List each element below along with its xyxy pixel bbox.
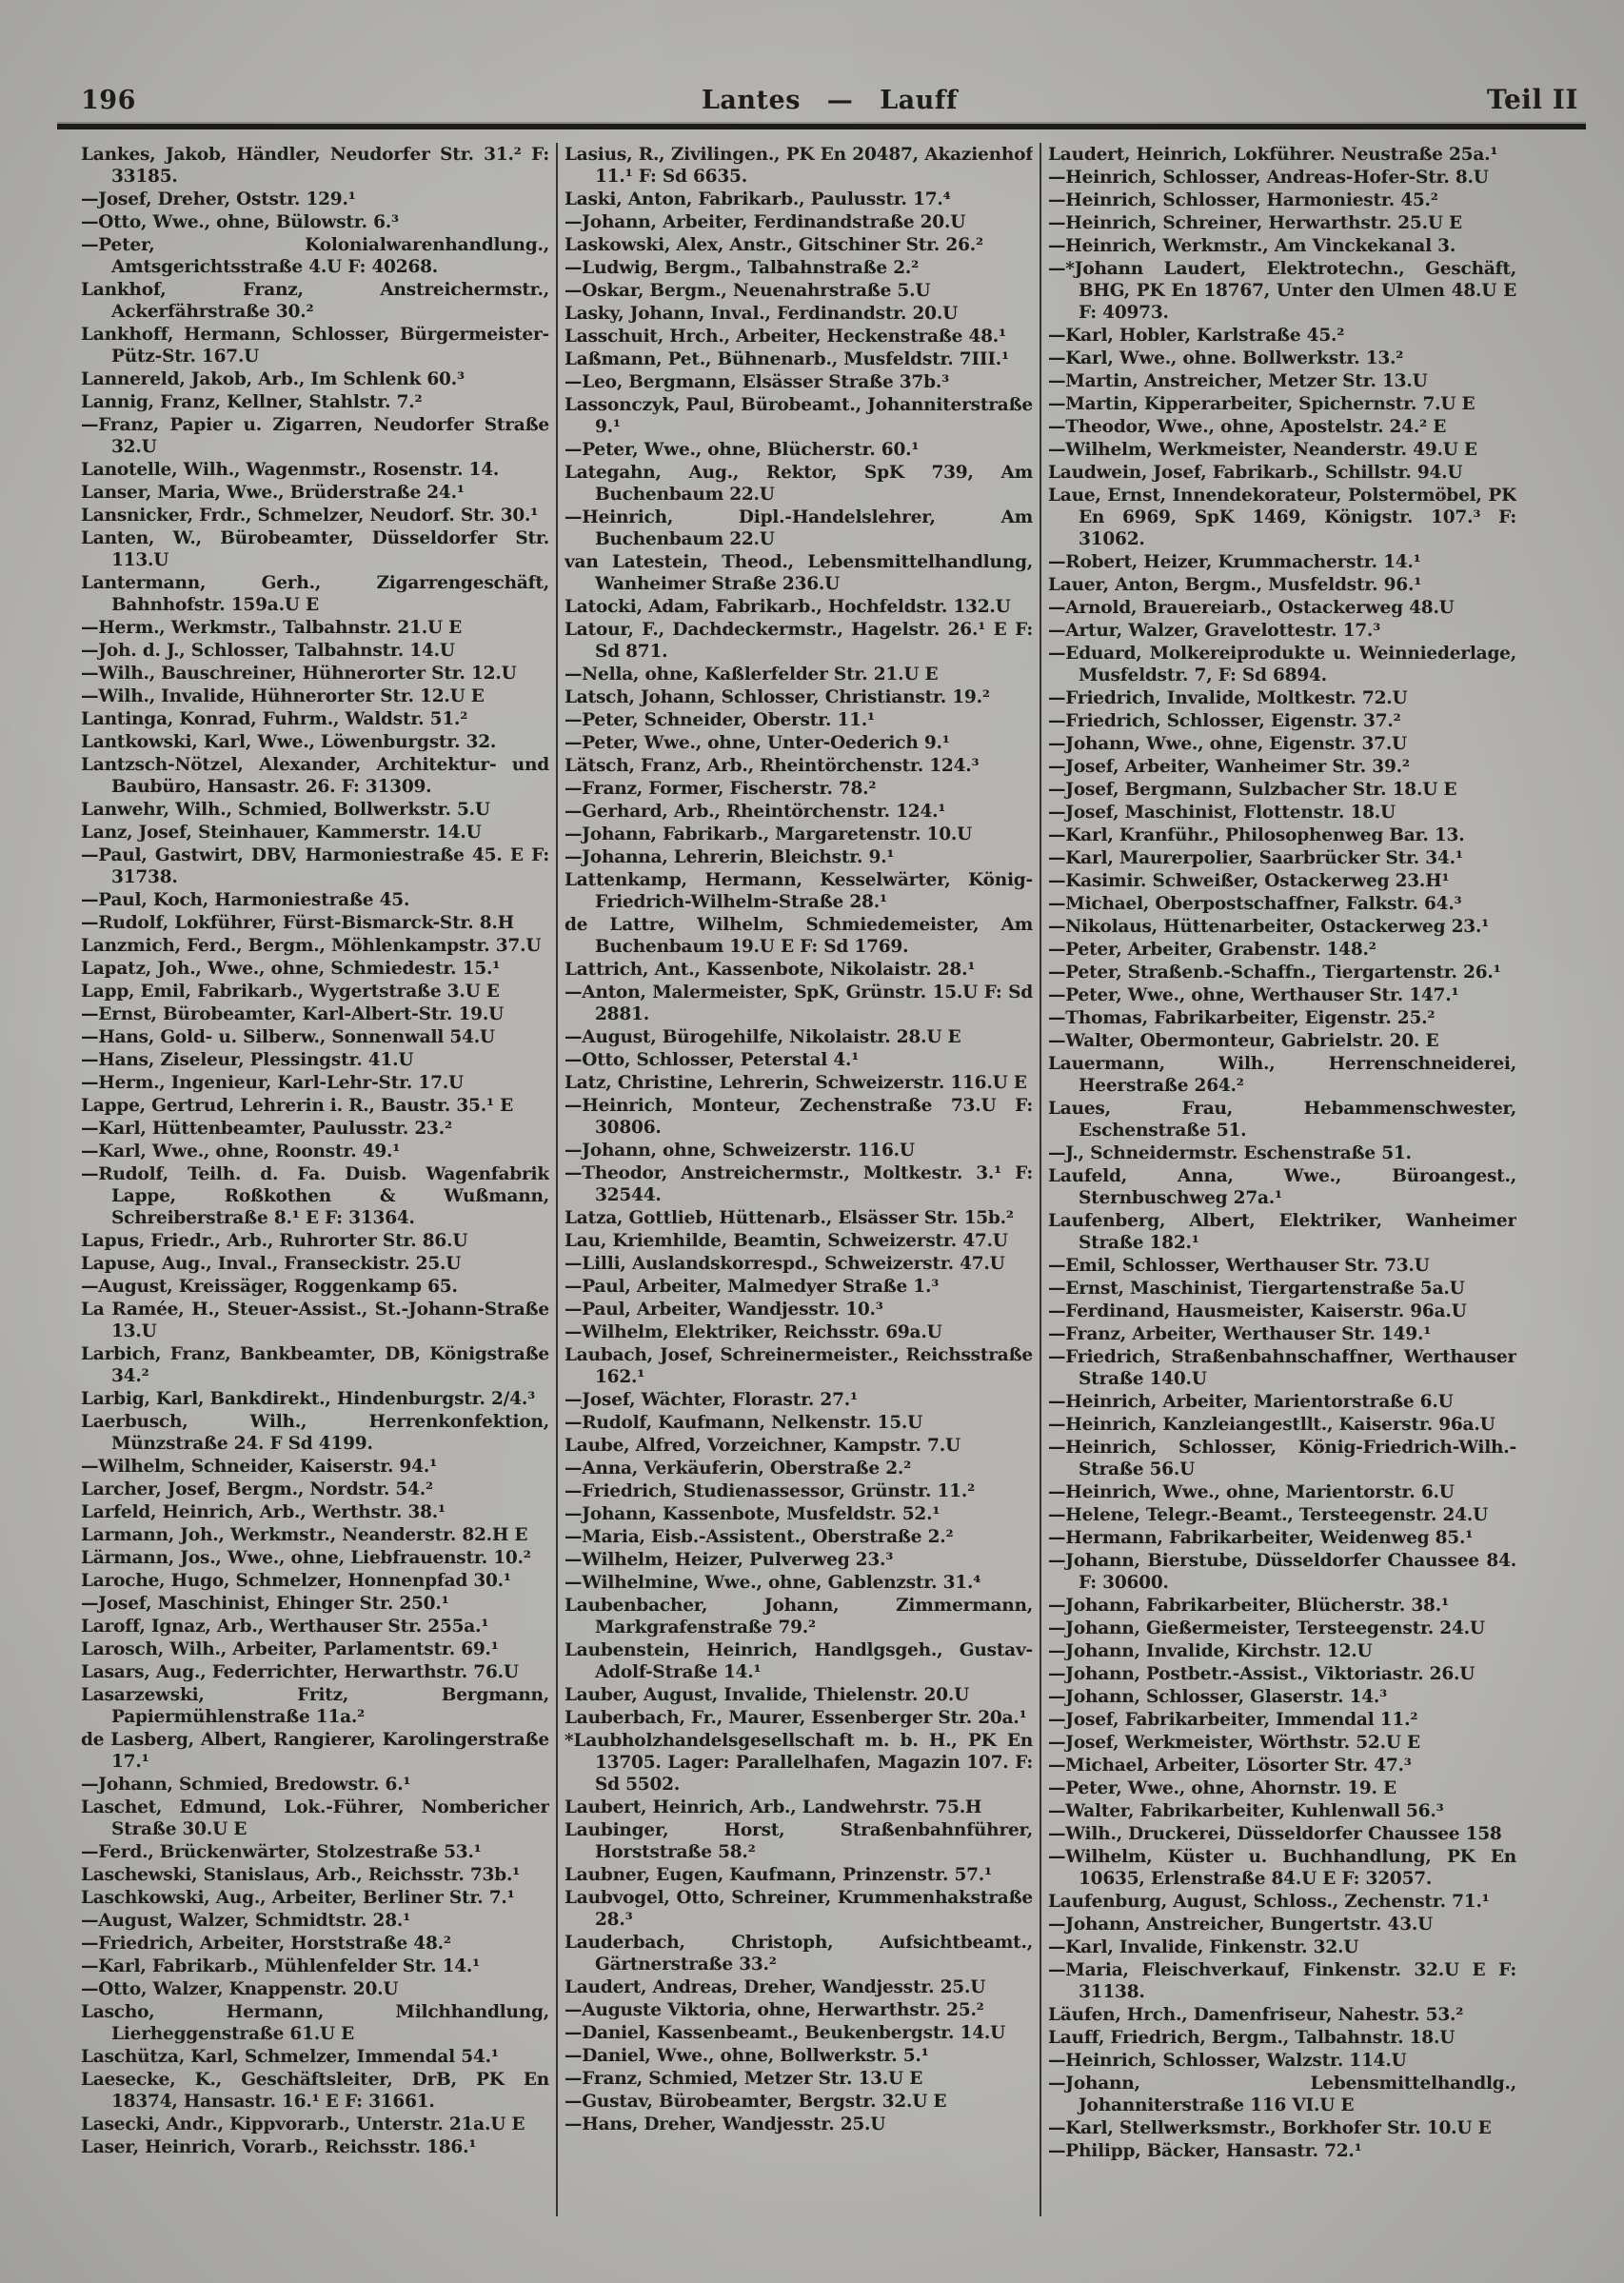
directory-entry: —Theodor, Wwe., ohne, Apostelstr. 24.² E	[1048, 417, 1447, 437]
directory-entry: —Karl, Fabrikarb., Mühlenfelder Str. 14.¹	[81, 1956, 481, 1976]
directory-entry: Laudert, Heinrich, Lokführer. Neustraße 25a.¹	[1048, 145, 1498, 165]
directory-entry: Latsch, Johann, Schlosser, Christianstr. 19.²	[564, 687, 990, 707]
directory-entry: Larbich, Franz, Bankbeamter, DB, Königstraße 34.²	[81, 1344, 549, 1386]
directory-entry: Lantzsch-Nötzel, Alexander, Architektur- und Baubüro, Hansastr. 26. F: 31309.	[81, 755, 549, 797]
directory-entry: —Ferd., Brückenwärter, Stolzestraße 53.¹	[81, 1842, 482, 1862]
directory-entry: Lanten, W., Bürobeamter, Düsseldorfer Str. 113.U	[81, 528, 549, 570]
directory-entry: —Peter, Straßenb.-Schaffn., Tiergartenstr. 26.¹	[1048, 963, 1501, 983]
directory-entry: —Hans, Ziseleur, Plessingstr. 41.U	[81, 1050, 414, 1070]
directory-entry: —Auguste Viktoria, ohne, Herwarthstr. 25.²	[564, 2000, 984, 2020]
directory-entry: —Karl, Kranführ., Philosophenweg Bar. 13.	[1048, 825, 1465, 845]
directory-entry: —Martin, Anstreicher, Metzer Str. 13.U	[1048, 371, 1428, 391]
directory-entry: —Johann, Schmied, Bredowstr. 6.¹	[81, 1775, 411, 1795]
directory-entry: Larfeld, Heinrich, Arb., Werthstr. 38.¹	[81, 1502, 446, 1522]
directory-entry: —Josef, Dreher, Oststr. 129.¹	[81, 189, 356, 209]
directory-entry: —Emil, Schlosser, Werthauser Str. 73.U	[1048, 1256, 1430, 1276]
directory-entry: Laroff, Ignaz, Arb., Werthauser Str. 255a.¹	[81, 1617, 489, 1637]
directory-entry: Lanotelle, Wilh., Wagenmstr., Rosenstr. 14.	[81, 460, 500, 480]
directory-entry: Lapus, Friedr., Arb., Ruhrorter Str. 86.U	[81, 1231, 468, 1251]
directory-entry: —Otto, Wwe., ohne, Bülowstr. 6.³	[81, 212, 399, 232]
directory-entry: Latocki, Adam, Fabrikarb., Hochfeldstr. 132.U	[564, 597, 1011, 617]
directory-entry: Laroche, Hugo, Schmelzer, Honnenpfad 30.¹	[81, 1571, 511, 1591]
directory-entry: —Johann, Postbetr.-Assist., Viktoriastr. 26.U	[1048, 1664, 1475, 1684]
directory-entry: —Johann, Kassenbote, Musfeldstr. 52.¹	[564, 1504, 941, 1524]
directory-entry: Larbig, Karl, Bankdirekt., Hindenburgstr. 2/4.³	[81, 1389, 536, 1409]
directory-entry: —Daniel, Wwe., ohne, Bollwerkstr. 5.¹	[564, 2046, 929, 2066]
directory-entry: —August, Walzer, Schmidtstr. 28.¹	[81, 1911, 411, 1931]
directory-entry: Latza, Gottlieb, Hüttenarb., Elsässer Str. 15b.²	[564, 1208, 1014, 1228]
directory-entry: —Rudolf, Teilh. d. Fa. Duisb. Wagenfabrik Lappe, Roßkothen & Wußmann, Schreiberstraße 8.¹ E F: 31364.	[81, 1164, 549, 1228]
directory-entry: Lauff, Friedrich, Bergm., Talbahnstr. 18.U	[1048, 2028, 1456, 2048]
directory-entry: —Herm., Ingenieur, Karl-Lehr-Str. 17.U	[81, 1073, 464, 1093]
directory-entry: —Michael, Arbeiter, Lösorter Str. 47.³	[1048, 1756, 1412, 1776]
directory-entry: Laubner, Eugen, Kaufmann, Prinzenstr. 57.¹	[564, 1865, 992, 1885]
directory-entry: —Wilhelmine, Wwe., ohne, Gablenzstr. 31.⁴	[564, 1573, 981, 1593]
directory-entry: Laerbusch, Wilh., Herrenkonfektion, Münzstraße 24. F Sd 4199.	[81, 1412, 549, 1454]
directory-entry: Laubenbacher, Johann, Zimmermann, Markgrafenstraße 79.²	[564, 1596, 1033, 1638]
directory-entry: Laschet, Edmund, Lok.-Führer, Nombericher Straße 30.U E	[81, 1797, 549, 1839]
directory-entry: —Oskar, Bergm., Neuenahrstraße 5.U	[564, 281, 931, 301]
directory-entry: —Heinrich, Monteur, Zechenstraße 73.U F: 30806.	[564, 1096, 1033, 1138]
header-rule	[57, 124, 1586, 129]
directory-entry: —Wilhelm, Elektriker, Reichsstr. 69a.U	[564, 1322, 942, 1342]
directory-entry: Laschütza, Karl, Schmelzer, Immendal 54.¹	[81, 2047, 499, 2067]
directory-entry: —Josef, Maschinist, Ehinger Str. 250.¹	[81, 1594, 449, 1614]
directory-entry: Laubenstein, Heinrich, Handlgsgeh., Gustav-Adolf-Straße 14.¹	[564, 1640, 1033, 1682]
directory-entry: Lasars, Aug., Federrichter, Herwarthstr. 76.U	[81, 1662, 519, 1682]
directory-entry: —Wilh., Invalide, Hühnerorter Str. 12.U E	[81, 686, 485, 706]
directory-entry: Lannereld, Jakob, Arb., Im Schlenk 60.³	[81, 369, 465, 389]
directory-entry: Lantkowski, Karl, Wwe., Löwenburgstr. 32.	[81, 732, 497, 752]
directory-entry: —Robert, Heizer, Krummacherstr. 14.¹	[1048, 552, 1421, 572]
directory-entry: —Daniel, Kassenbeamt., Beukenbergstr. 14.U	[564, 2023, 1006, 2043]
directory-entry: —Peter, Wwe., ohne, Ahornstr. 19. E	[1048, 1778, 1396, 1798]
directory-entry: —Wilhelm, Heizer, Pulverweg 23.³	[564, 1550, 894, 1570]
directory-entry: Lasecki, Andr., Kippvorarb., Unterstr. 21a.U E	[81, 2114, 525, 2134]
directory-entry: de Lattre, Wilhelm, Schmiedemeister, Am Buchenbaum 19.U E F: Sd 1769.	[564, 915, 1033, 957]
directory-entry: —Heinrich, Werkmstr., Am Vinckekanal 3.	[1048, 236, 1456, 256]
directory-entry: —Ernst, Bürobeamter, Karl-Albert-Str. 19.U	[81, 1004, 505, 1024]
directory-entry: Lankhof, Franz, Anstreichermstr., Ackerfährstraße 30.²	[81, 280, 549, 322]
directory-entry: —Heinrich, Wwe., ohne, Marientorstr. 6.U	[1048, 1482, 1455, 1502]
directory-entry: Lauermann, Wilh., Herrenschneiderei, Heerstraße 264.²	[1048, 1054, 1516, 1096]
directory-entry: —Wilhelm, Schneider, Kaiserstr. 94.¹	[81, 1457, 438, 1477]
directory-entry: —Josef, Wächter, Florastr. 27.¹	[564, 1390, 858, 1410]
directory-entry: van Latestein, Theod., Lebensmittelhandlung, Wanheimer Straße 236.U	[564, 552, 1033, 594]
directory-entry: —Heinrich, Arbeiter, Marientorstraße 6.U	[1048, 1392, 1454, 1412]
directory-entry: Lattrich, Ant., Kassenbote, Nikolaistr. 28.¹	[564, 960, 976, 980]
directory-entry: —Josef, Werkmeister, Wörthstr. 52.U E	[1048, 1733, 1420, 1753]
directory-entry: —Karl, Wwe., ohne. Bollwerkstr. 13.²	[1048, 348, 1404, 368]
directory-entry: Lärmann, Jos., Wwe., ohne, Liebfrauenstr. 10.²	[81, 1548, 531, 1568]
directory-entry: Lankes, Jakob, Händler, Neudorfer Str. 31.² F: 33185.	[81, 145, 549, 187]
directory-entry: —Franz, Former, Fischerstr. 78.²	[564, 779, 877, 799]
directory-entry: —Ernst, Maschinist, Tiergartenstraße 5a.U	[1048, 1279, 1465, 1299]
directory-entry: —Josef, Arbeiter, Wanheimer Str. 39.²	[1048, 757, 1410, 777]
directory-entry: —Nikolaus, Hüttenarbeiter, Ostackerweg 23.¹	[1048, 917, 1490, 937]
directory-entry: Larmann, Joh., Werkmstr., Neanderstr. 82.H E	[81, 1525, 528, 1545]
directory-entry: —Heinrich, Schlosser, Harmoniestr. 45.²	[1048, 190, 1438, 210]
directory-entry: Lapatz, Joh., Wwe., ohne, Schmiedestr. 15.¹	[81, 959, 501, 979]
directory-entry: —Karl, Maurerpolier, Saarbrücker Str. 34.¹	[1048, 848, 1463, 868]
directory-entry: —Martin, Kipperarbeiter, Spichernstr. 7.U E	[1048, 394, 1475, 414]
directory-entry: —Josef, Maschinist, Flottenstr. 18.U	[1048, 803, 1396, 823]
directory-entry: —Heinrich, Kanzleiangestllt., Kaiserstr. 96a.U	[1048, 1415, 1495, 1435]
directory-entry: —Paul, Gastwirt, DBV, Harmoniestraße 45. E F: 31738.	[81, 845, 549, 887]
directory-entry: —Otto, Walzer, Knappenstr. 20.U	[81, 1979, 399, 1999]
directory-entry: —Helene, Telegr.-Beamt., Tersteegenstr. 24.U	[1048, 1505, 1489, 1525]
directory-entry: —Anna, Verkäuferin, Oberstraße 2.²	[564, 1459, 912, 1479]
column-1	[81, 143, 549, 2245]
directory-entry: Lasius, R., Zivilingen., PK En 20487, Akazienhof 11.¹ F: Sd 6635.	[564, 145, 1033, 187]
directory-entry: Laudert, Andreas, Dreher, Wandjesstr. 25.U	[564, 1977, 986, 1997]
directory-entry: —Karl, Hüttenbeamter, Paulusstr. 23.²	[81, 1119, 452, 1139]
directory-entry: —Rudolf, Kaufmann, Nelkenstr. 15.U	[564, 1413, 923, 1433]
directory-entry: Lanwehr, Wilh., Schmied, Bollwerkstr. 5.U	[81, 800, 490, 820]
directory-entry: Laschewski, Stanislaus, Arb., Reichsstr. 73b.¹	[81, 1865, 521, 1885]
directory-entry: —Johann, Gießermeister, Tersteegenstr. 24.U	[1048, 1618, 1485, 1638]
directory-entry: —Johann, Fabrikarbeiter, Blücherstr. 38.¹	[1048, 1596, 1449, 1616]
directory-entry: Laesecke, K., Geschäftsleiter, DrB, PK En 18374, Hansastr. 16.¹ E F: 31661.	[81, 2070, 549, 2112]
directory-entry: —Johann, Invalide, Kirchstr. 12.U	[1048, 1641, 1373, 1661]
directory-entry: Lantinga, Konrad, Fuhrm., Waldstr. 51.²	[81, 709, 468, 729]
directory-entry: —Ludwig, Bergm., Talbahnstraße 2.²	[564, 258, 920, 278]
directory-entry: —Johann, Arbeiter, Ferdinandstraße 20.U	[564, 212, 966, 232]
directory-entry: Lasschuit, Hrch., Arbeiter, Heckenstraße 48.¹	[564, 327, 1006, 347]
directory-entry: Lankhoff, Hermann, Schlosser, Bürgermeister-Pütz-Str. 167.U	[81, 325, 549, 367]
directory-entry: Lauberbach, Fr., Maurer, Essenberger Str. 20a.¹	[564, 1708, 1027, 1728]
directory-entry: Larcher, Josef, Bergm., Nordstr. 54.²	[81, 1479, 433, 1499]
directory-entry: Laski, Anton, Fabrikarb., Paulusstr. 17.⁴	[564, 189, 951, 209]
directory-entry: —Peter, Wwe., ohne, Blücherstr. 60.¹	[564, 440, 920, 460]
directory-entry: —Wilhelm, Küster u. Buchhandlung, PK En 10635, Erlenstraße 84.U E F: 32057.	[1048, 1847, 1516, 1889]
directory-entry: —Gerhard, Arb., Rheintörchenstr. 124.¹	[564, 802, 946, 822]
directory-entry: —Paul, Arbeiter, Wandjesstr. 10.³	[564, 1300, 883, 1320]
directory-entry: Lasky, Johann, Inval., Ferdinandstr. 20.U	[564, 304, 959, 324]
directory-entry: Lätsch, Franz, Arb., Rheintörchenstr. 124.³	[564, 756, 980, 776]
directory-entry: —Gustav, Bürobeamter, Bergstr. 32.U E	[564, 2092, 947, 2112]
directory-entry: —Eduard, Molkereiprodukte u. Weinniederlage, Musfeldstr. 7, F: Sd 6894.	[1048, 644, 1516, 685]
directory-entry: —Kasimir. Schweißer, Ostackerweg 23.H¹	[1048, 871, 1450, 891]
directory-entry: —Ferdinand, Hausmeister, Kaiserstr. 96a.U	[1048, 1301, 1467, 1321]
directory-entry: —Heinrich, Dipl.-Handelslehrer, Am Buchenbaum 22.U	[564, 507, 1033, 549]
directory-entry: —Michael, Oberpostschaffner, Falkstr. 64.³	[1048, 894, 1462, 914]
directory-entry: Laubach, Josef, Schreinermeister., Reichsstraße 162.¹	[564, 1345, 1033, 1387]
directory-entry: —Wilhelm, Werkmeister, Neanderstr. 49.U E	[1048, 440, 1477, 460]
directory-entry: —Franz, Papier u. Zigarren, Neudorfer Straße 32.U	[81, 415, 549, 457]
directory-entry: Lansnicker, Frdr., Schmelzer, Neudorf. Str. 30.¹	[81, 506, 539, 526]
directory-entry: Laues, Frau, Hebammenschwester, Eschenstraße 51.	[1048, 1099, 1516, 1141]
directory-entry: —Friedrich, Schlosser, Eigenstr. 37.²	[1048, 711, 1401, 731]
page-number: 196	[81, 86, 136, 115]
directory-entry: —Peter, Schneider, Oberstr. 11.¹	[564, 710, 875, 730]
directory-entry: —Artur, Walzer, Gravelottestr. 17.³	[1048, 621, 1381, 641]
directory-entry: —Josef, Bergmann, Sulzbacher Str. 18.U E	[1048, 780, 1457, 800]
directory-entry: —Maria, Fleischverkauf, Finkenstr. 32.U E F: 31138.	[1048, 1960, 1516, 2002]
directory-entry: Lanz, Josef, Steinhauer, Kammerstr. 14.U	[81, 823, 482, 843]
directory-entry: Laubinger, Horst, Straßenbahnführer, Horststraße 58.²	[564, 1820, 1033, 1862]
directory-entry: —Peter, Kolonialwarenhandlung., Amtsgerichtsstraße 4.U F: 40268.	[81, 235, 549, 277]
directory-entry: —Hans, Dreher, Wandjesstr. 25.U	[564, 2114, 886, 2134]
directory-entry: —Peter, Arbeiter, Grabenstr. 148.²	[1048, 940, 1376, 960]
directory-entry: —Karl, Stellwerksmstr., Borkhofer Str. 10.U E	[1048, 2118, 1492, 2138]
directory-entry: —Leo, Bergmann, Elsässer Straße 37b.³	[564, 372, 949, 392]
directory-entry: —Arnold, Brauereiarb., Ostackerweg 48.U	[1048, 598, 1455, 618]
directory-entry: —Hermann, Fabrikarbeiter, Weidenweg 85.¹	[1048, 1528, 1474, 1548]
directory-entry: —Johann, Wwe., ohne, Eigenstr. 37.U	[1048, 734, 1407, 754]
directory-entry: —Friedrich, Arbeiter, Horststraße 48.²	[81, 1934, 451, 1954]
directory-entry: Latour, F., Dachdeckermstr., Hagelstr. 26.¹ E F: Sd 871.	[564, 620, 1033, 662]
directory-entry: —Maria, Eisb.-Assistent., Oberstraße 2.²	[564, 1527, 954, 1547]
directory-entry: —August, Kreissäger, Roggenkamp 65.	[81, 1277, 458, 1297]
directory-entry: Lassonczyk, Paul, Bürobeamt., Johanniterstraße 9.¹	[564, 395, 1033, 437]
directory-entry: Lascho, Hermann, Milchhandlung, Lierheggenstraße 61.U E	[81, 2002, 549, 2044]
directory-entry: —Johann, Bierstube, Düsseldorfer Chaussee 84. F: 30600.	[1048, 1551, 1516, 1593]
columns-container	[81, 143, 1581, 2245]
directory-entry: Laschkowski, Aug., Arbeiter, Berliner Str. 7.¹	[81, 1888, 515, 1908]
column-2	[564, 143, 1033, 2245]
directory-entry: —Hans, Gold- u. Silberw., Sonnenwall 54.U	[81, 1027, 495, 1047]
directory-entry: —Paul, Koch, Harmoniestraße 45.	[81, 890, 410, 910]
directory-entry: —Wilh., Bauschreiner, Hühnerorter Str. 12.U	[81, 664, 517, 684]
directory-entry: —Philipp, Bäcker, Hansastr. 72.¹	[1048, 2141, 1362, 2161]
directory-entry: —Friedrich, Straßenbahnschaffner, Werthauser Straße 140.U	[1048, 1347, 1516, 1389]
directory-entry: —Walter, Fabrikarbeiter, Kuhlenwall 56.³	[1048, 1801, 1444, 1821]
directory-entry: Lapuse, Aug., Inval., Franseckistr. 25.U	[81, 1254, 462, 1274]
directory-entry: —Karl, Wwe., ohne, Roonstr. 49.¹	[81, 1142, 401, 1161]
directory-entry: —Johanna, Lehrerin, Bleichstr. 9.¹	[564, 847, 895, 867]
directory-entry: —Johann, Fabrikarb., Margaretenstr. 10.U	[564, 824, 973, 844]
running-title: Lantes — Lauff	[701, 86, 959, 115]
directory-entry: —Otto, Schlosser, Peterstal 4.¹	[564, 1050, 860, 1070]
directory-entry: Lattenkamp, Hermann, Kesselwärter, König-Friedrich-Wilhelm-Straße 28.¹	[564, 870, 1033, 912]
directory-entry: Laube, Alfred, Vorzeichner, Kampstr. 7.U	[564, 1436, 961, 1456]
directory-entry: —Johann, ohne, Schweizerstr. 116.U	[564, 1141, 915, 1161]
directory-entry: —Walter, Obermonteur, Gabrielstr. 20. E	[1048, 1031, 1439, 1051]
directory-entry: —Rudolf, Lokführer, Fürst-Bismarck-Str. 8.H	[81, 913, 514, 933]
column-divider-1	[549, 143, 564, 2245]
directory-entry: —Johann, Schlosser, Glaserstr. 14.³	[1048, 1687, 1388, 1707]
directory-entry: Laskowski, Alex, Anstr., Gitschiner Str. 26.²	[564, 235, 983, 255]
directory-entry: Larosch, Wilh., Arbeiter, Parlamentstr. 69.¹	[81, 1639, 499, 1659]
page-header	[81, 84, 1578, 115]
directory-entry: —Friedrich, Studienassessor, Grünstr. 11.²	[564, 1481, 975, 1501]
part-label: Teil II	[1486, 84, 1578, 115]
directory-entry: Lanzmich, Ferd., Bergm., Möhlenkampstr. 37.U	[81, 936, 542, 956]
directory-entry: —Lilli, Auslandskorrespd., Schweizerstr. 47.U	[564, 1254, 1005, 1274]
directory-entry: Laufeld, Anna, Wwe., Büroangest., Sternbuschweg 27a.¹	[1048, 1166, 1516, 1208]
directory-entry: —J., Schneidermstr. Eschenstraße 51.	[1048, 1143, 1412, 1163]
directory-entry: Lappe, Gertrud, Lehrerin i. R., Baustr. 35.¹ E	[81, 1096, 514, 1116]
directory-entry: Laubert, Heinrich, Arb., Landwehrstr. 75.H	[564, 1797, 982, 1817]
directory-entry: —Theodor, Anstreichermstr., Moltkestr. 3.¹ F: 32544.	[564, 1163, 1033, 1205]
directory-entry: Lauber, August, Invalide, Thielenstr. 20.U	[564, 1685, 970, 1705]
directory-entry: —August, Bürogehilfe, Nikolaistr. 28.U E	[564, 1027, 961, 1047]
directory-entry: de Lasberg, Albert, Rangierer, Karolingerstraße 17.¹	[81, 1730, 549, 1772]
directory-entry: —Johann, Anstreicher, Bungertstr. 43.U	[1048, 1915, 1434, 1935]
directory-entry: —Wilh., Druckerei, Düsseldorfer Chaussee 158	[1048, 1824, 1502, 1844]
directory-entry: —Karl, Invalide, Finkenstr. 32.U	[1048, 1937, 1359, 1957]
directory-entry: Laufenburg, August, Schloss., Zechenstr. 71.¹	[1048, 1892, 1490, 1912]
directory-entry: Latz, Christine, Lehrerin, Schweizerstr. 116.U E	[564, 1073, 1027, 1093]
directory-entry: Lapp, Emil, Fabrikarb., Wygertstraße 3.U E	[81, 982, 500, 1002]
directory-entry: Lanser, Maria, Wwe., Brüderstraße 24.¹	[81, 483, 465, 503]
directory-entry: Laue, Ernst, Innendekorateur, Polstermöbel, PK En 6969, SpK 1469, Königstr. 107.³ F: 31062.	[1048, 486, 1516, 549]
directory-entry: —Herm., Werkmstr., Talbahnstr. 21.U E	[81, 618, 463, 638]
directory-entry: Läufen, Hrch., Damenfriseur, Nahestr. 53.²	[1048, 2005, 1464, 2025]
directory-entry: —Heinrich, Schlosser, König-Friedrich-Wilh.-Straße 56.U	[1048, 1438, 1516, 1479]
column-3	[1048, 143, 1516, 2245]
directory-entry: —Johann, Lebensmittelhandlg., Johanniterstraße 116 VI.U E	[1048, 2074, 1516, 2115]
directory-entry: —Josef, Fabrikarbeiter, Immendal 11.²	[1048, 1710, 1418, 1730]
directory-entry: —Joh. d. J., Schlosser, Talbahnstr. 14.U	[81, 641, 455, 661]
directory-entry: —Friedrich, Invalide, Moltkestr. 72.U	[1048, 688, 1408, 708]
directory-entry: —Franz, Schmied, Metzer Str. 13.U E	[564, 2069, 923, 2089]
directory-entry: —Thomas, Fabrikarbeiter, Eigenstr. 25.²	[1048, 1008, 1436, 1028]
directory-entry: —Anton, Malermeister, SpK, Grünstr. 15.U F: Sd 2881.	[564, 983, 1033, 1024]
directory-entry: Lauderbach, Christoph, Aufsichtbeamt., Gärtnerstraße 33.²	[564, 1933, 1033, 1975]
column-divider-2	[1033, 143, 1048, 2245]
directory-entry: Lategahn, Aug., Rektor, SpK 739, Am Buchenbaum 22.U	[564, 463, 1033, 505]
directory-entry: Laufenberg, Albert, Elektriker, Wanheimer Straße 182.¹	[1048, 1211, 1516, 1253]
directory-entry: Laser, Heinrich, Vorarb., Reichsstr. 186.¹	[81, 2137, 477, 2157]
directory-entry: —Franz, Arbeiter, Werthauser Str. 149.¹	[1048, 1324, 1432, 1344]
directory-entry: Lauer, Anton, Bergm., Musfeldstr. 96.¹	[1048, 575, 1422, 595]
directory-entry: Lasarzewski, Fritz, Bergmann, Papiermühlenstraße 11a.²	[81, 1685, 549, 1727]
directory-entry: —Nella, ohne, Kaßlerfelder Str. 21.U E	[564, 665, 939, 685]
directory-entry: —Heinrich, Schlosser, Walzstr. 114.U	[1048, 2051, 1407, 2071]
directory-entry: —Heinrich, Schlosser, Andreas-Hofer-Str. 8.U	[1048, 168, 1489, 188]
directory-entry: *Laubholzhandelsgesellschaft m. b. H., PK En 13705. Lager: Parallelhafen, Magazin 107. F: Sd 5502.	[564, 1731, 1033, 1795]
directory-entry: Laßmann, Pet., Bühnenarb., Musfeldstr. 7III.¹	[564, 349, 1009, 369]
directory-entry: Laudwein, Josef, Fabrikarb., Schillstr. 94.U	[1048, 463, 1463, 483]
directory-entry: Lannig, Franz, Kellner, Stahlstr. 7.²	[81, 392, 423, 412]
directory-entry: —Heinrich, Schreiner, Herwarthstr. 25.U E	[1048, 213, 1462, 233]
directory-entry: Lantermann, Gerh., Zigarrengeschäft, Bahnhofstr. 159a.U E	[81, 573, 549, 615]
directory-entry: —Karl, Hobler, Karlstraße 45.²	[1048, 326, 1345, 346]
directory-entry: Laubvogel, Otto, Schreiner, Krummenhakstraße 28.³	[564, 1888, 1033, 1930]
directory-entry: La Ramée, H., Steuer-Assist., St.-Johann-Straße 13.U	[81, 1300, 549, 1341]
directory-entry: —Paul, Arbeiter, Malmedyer Straße 1.³	[564, 1277, 940, 1297]
directory-entry: Lau, Kriemhilde, Beamtin, Schweizerstr. 47.U	[564, 1231, 1008, 1251]
directory-entry: —Peter, Wwe., ohne, Unter-Oederich 9.¹	[564, 733, 950, 753]
directory-entry: —*Johann Laudert, Elektrotechn., Geschäft, BHG, PK En 18767, Unter den Ulmen 48.U E F: 40973.	[1048, 259, 1516, 323]
directory-entry: —Peter, Wwe., ohne, Werthauser Str. 147.¹	[1048, 985, 1459, 1005]
